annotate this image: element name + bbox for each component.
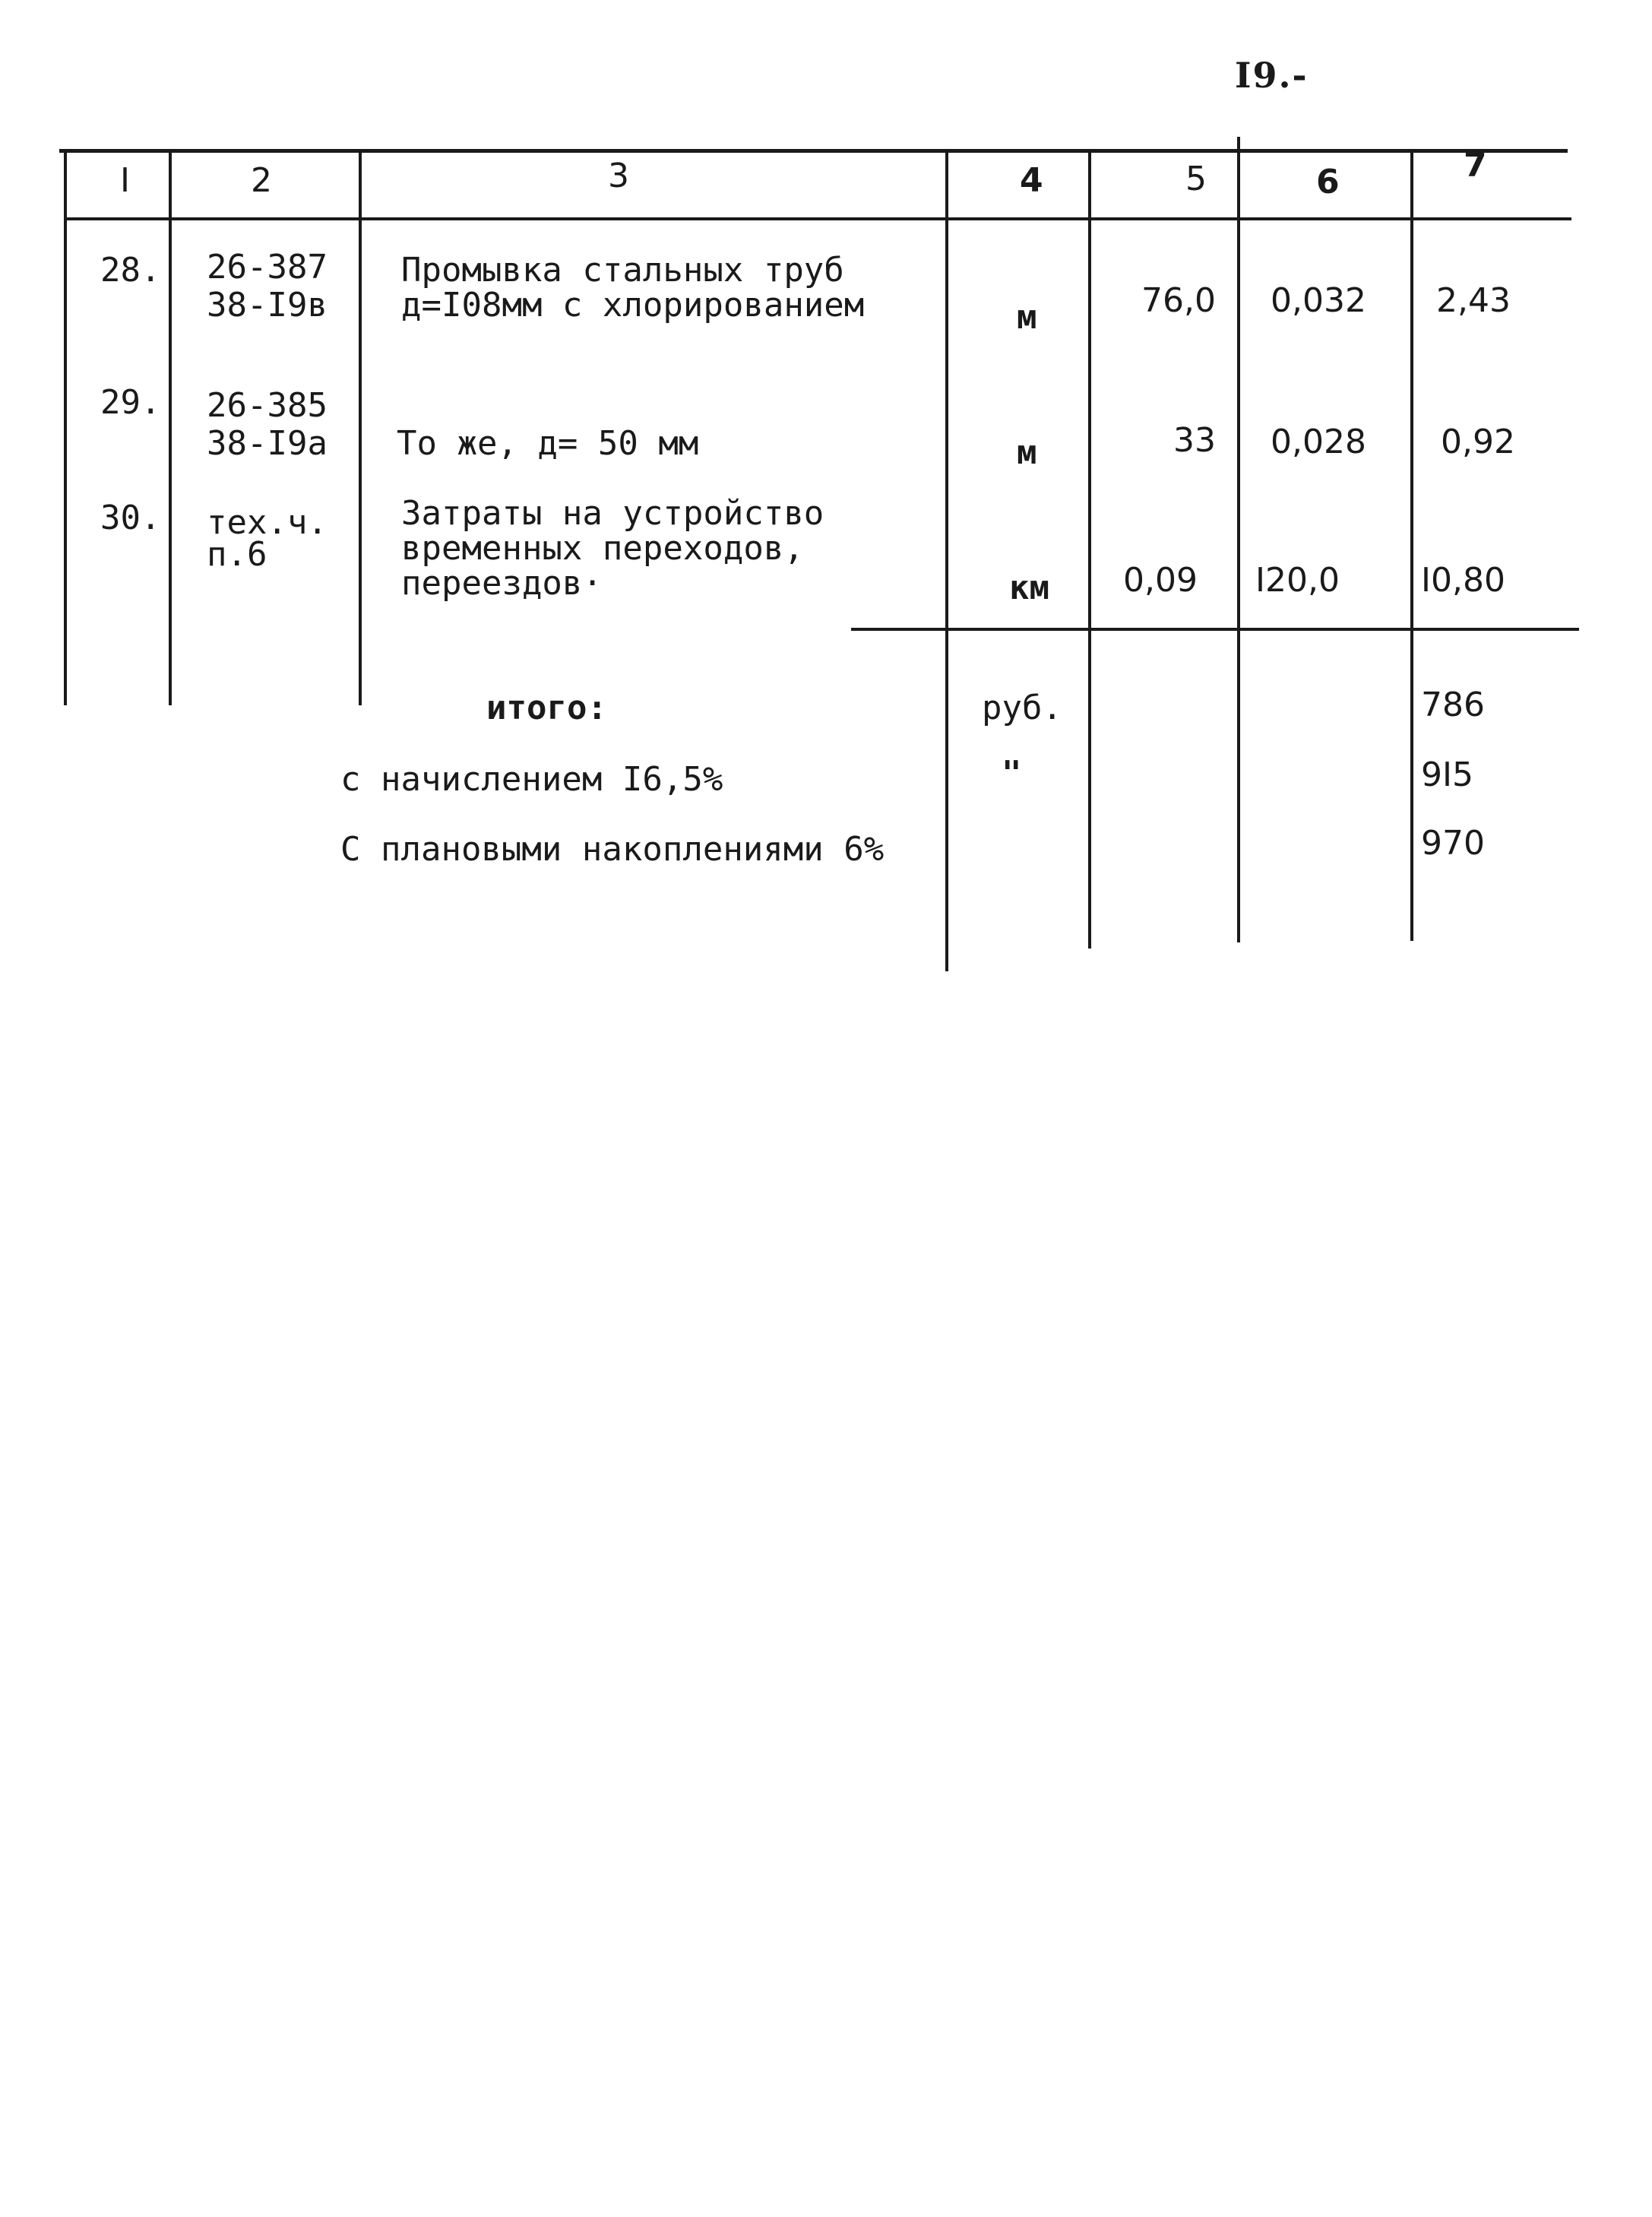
row-code-line-1: 26-385 <box>207 386 328 425</box>
row-unit: км <box>1009 569 1049 607</box>
row-quantity: 76,0 <box>1141 281 1216 320</box>
header-col-1: I <box>120 161 130 200</box>
row-description-line-2: временных переходов, <box>401 529 804 568</box>
column-divider-4 <box>945 150 948 971</box>
column-divider-3 <box>359 150 362 705</box>
row-quantity: 33 <box>1173 421 1216 460</box>
total-column-top-rule <box>851 628 1579 631</box>
column-divider-6 <box>1237 137 1240 942</box>
row-number: 29. <box>100 383 161 422</box>
row-description-line-1: Промывка стальных труб <box>401 251 844 290</box>
header-bottom-border <box>64 217 1571 220</box>
planned-savings-label: С плановыми накоплениями 6% <box>340 830 885 869</box>
row-unit: м <box>1017 298 1037 337</box>
row-total: 2,43 <box>1436 281 1511 320</box>
column-divider-1 <box>64 150 67 705</box>
table-top-border <box>59 149 1568 153</box>
row-code-line-2: п.6 <box>207 535 267 574</box>
surcharge-value: 9I5 <box>1421 755 1473 794</box>
row-unit: м <box>1017 433 1037 472</box>
header-col-7: 7 <box>1464 146 1487 185</box>
column-divider-2 <box>169 150 172 705</box>
total-unit: руб. <box>982 689 1062 727</box>
row-description-line-2: д=I08мм с хлорированием <box>401 286 865 325</box>
column-divider-7 <box>1410 150 1413 941</box>
row-number: 28. <box>100 251 161 290</box>
page-number: I9.- <box>1235 55 1309 96</box>
row-number: 30. <box>100 499 161 537</box>
header-col-2: 2 <box>251 161 272 200</box>
row-unit-price: I20,0 <box>1255 561 1340 600</box>
header-col-4: 4 <box>1020 161 1043 200</box>
row-description-line-3: переездов· <box>401 564 603 603</box>
planned-savings-value: 970 <box>1421 824 1485 863</box>
row-code-line-2: 38-I9в <box>207 286 328 325</box>
row-description-line-1: Затраты на устройство <box>401 494 824 533</box>
header-col-5: 5 <box>1185 160 1207 198</box>
row-code-line-2: 38-I9a <box>207 424 328 463</box>
row-description-line-1: То же, д= 50 мм <box>397 424 699 463</box>
row-unit-price: 0,032 <box>1271 281 1366 320</box>
row-quantity: 0,09 <box>1123 561 1198 600</box>
row-code-line-1: 26-387 <box>207 248 328 287</box>
row-total: I0,80 <box>1421 561 1505 600</box>
row-code-line-1: тех.ч. <box>207 503 328 542</box>
column-divider-5 <box>1088 150 1091 949</box>
surcharge-unit: " <box>1002 754 1022 793</box>
total-label: итого: <box>486 689 607 727</box>
row-total: 0,92 <box>1441 423 1515 461</box>
row-unit-price: 0,028 <box>1271 423 1366 461</box>
header-col-3: 3 <box>608 157 629 195</box>
total-value: 786 <box>1421 686 1485 724</box>
surcharge-label: с начислением I6,5% <box>340 760 723 799</box>
header-col-6: 6 <box>1316 163 1340 201</box>
